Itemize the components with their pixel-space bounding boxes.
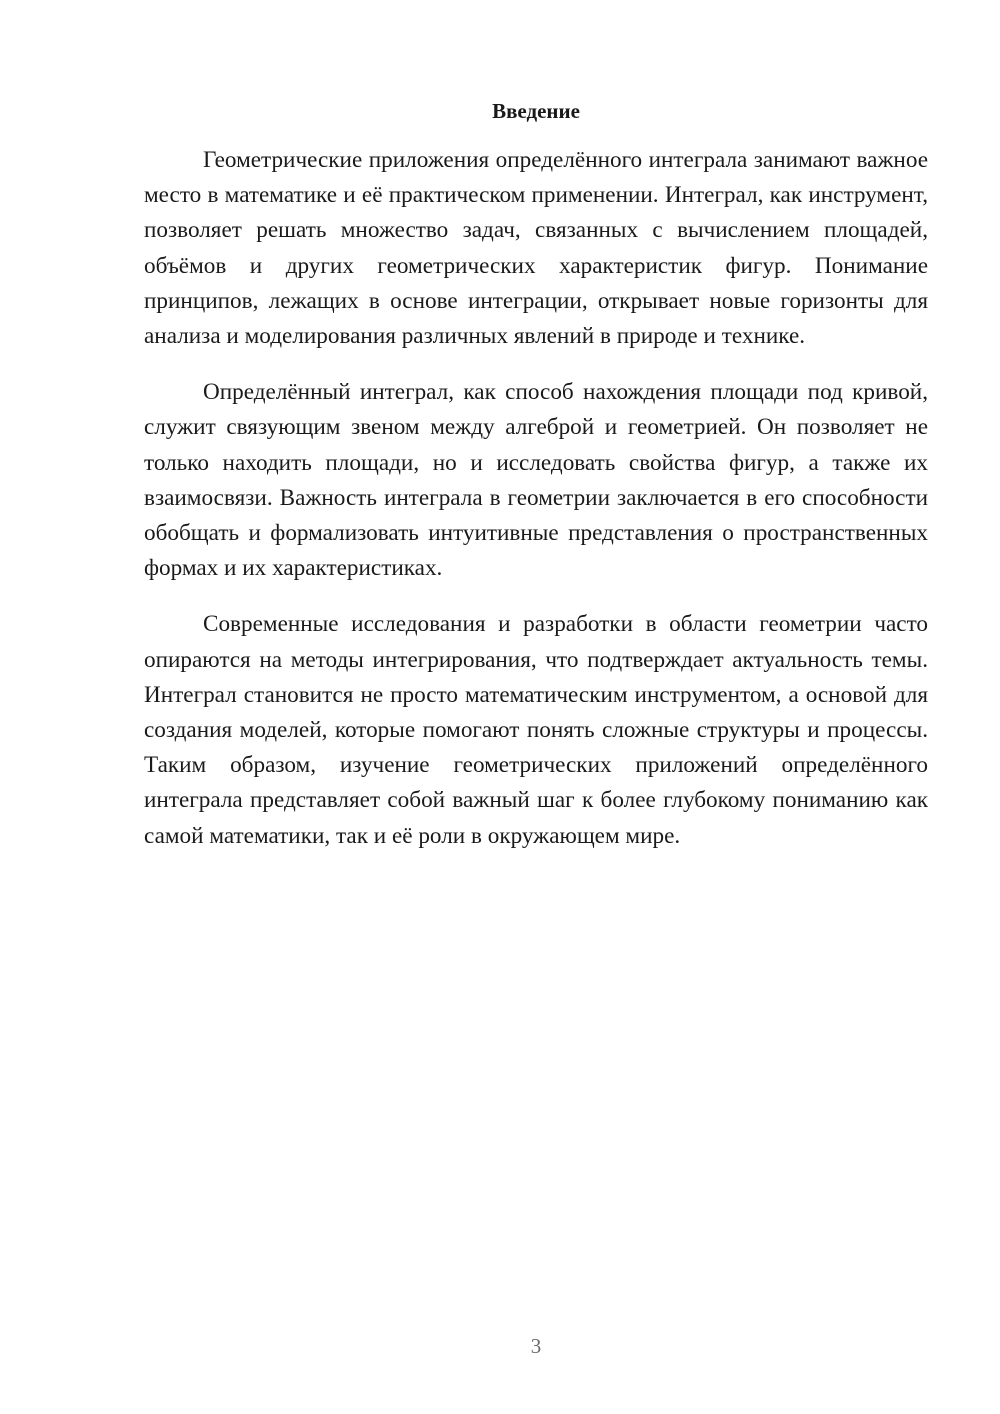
body-text [144,143,928,875]
paragraph-1: Геометрические приложения определённого интеграла занимают важное место в математике и её практическом применении. Интеграл, как инструмент, позволяет решать множество задач, связанных с вычислением площадей, объёмов и других геометрических характеристик фигур. Понимание принципов, лежащих в основе интеграции, открывает новые горизонты для анализа и моделирования различных явлений в природе и технике. [144,147,928,350]
paragraph-3: Современные исследования и разработки в области геометрии часто опираются на методы интегрирования, что подтверждает актуальность темы. Интеграл становится не просто математическим инструментом, а основой для создания моделей, которые помогают понять сложные структуры и процессы. Таким образом, изучение геометрических приложений определённого интеграла представляет собой важный шаг к более глубокому пониманию как самой математики, так и её роли в окружающем мире. [144,611,928,849]
page-number: 3 [530,1334,542,1358]
section-heading: Введение [492,99,580,123]
paragraph-2: Определённый интеграл, как способ нахождения площади под кривой, служит связующим звеном между алгеброй и геометрией. Он позволяет не только находить площади, но и исследовать свойства фигур, а также их взаимосвязи. Важность интеграла в геометрии заключается в его способности обобщать и формализовать интуитивные представления о пространственных формах и их характеристиках. [144,379,928,582]
